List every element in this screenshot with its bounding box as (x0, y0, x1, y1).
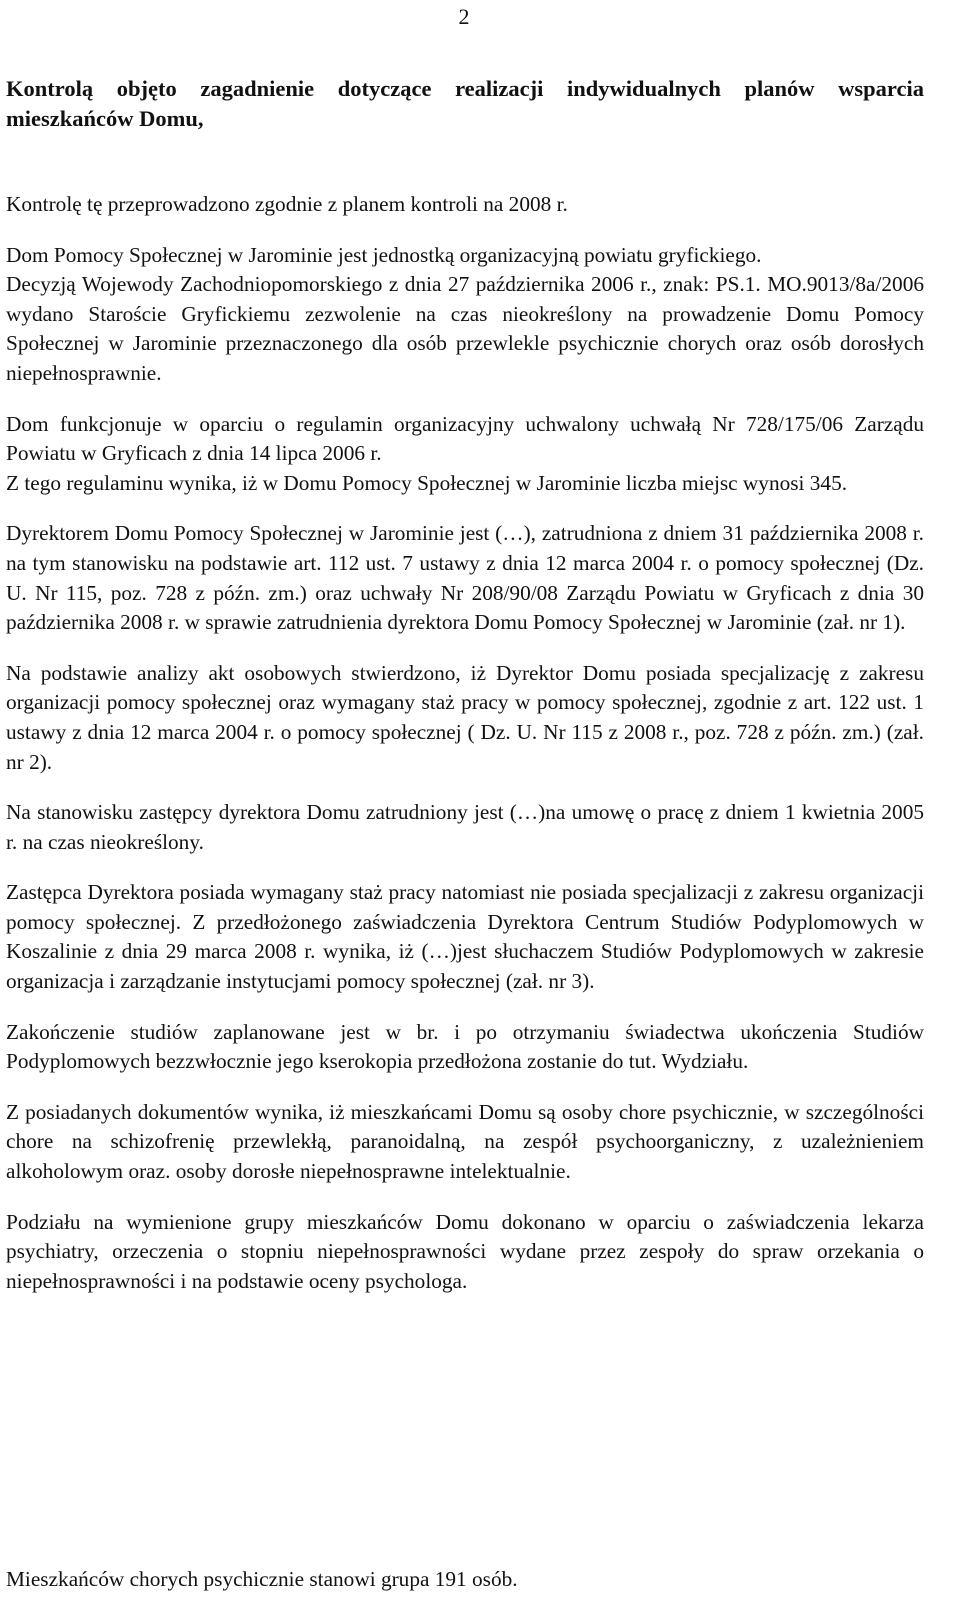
section-heading: Kontrolą objęto zagadnienie dotyczące realizacji indywidualnych planów wsparcia mieszkańców Domu, (6, 76, 924, 131)
paragraph-deputy-qualifications: Zastępca Dyrektora posiada wymagany staż pracy natomiast nie posiada specjalizacji z zakresu organizacji pomocy społecznej. Z przedłożonego zaświadczenia Dyrektora Centrum Studiów Podyplomowych w Koszalinie z dnia 29 marca 2008 r. wynika, iż (…)jest słuchaczem Studiów Podyplomowych w zakresie organizacja i zarządzanie instytucjami pomocy społecznej (zał. nr 3). (6, 880, 924, 994)
paragraph-personnel-analysis: Na podstawie analizy akt osobowych stwierdzono, iż Dyrektor Domu posiada specjalizację z zakresu organizacji pomocy społecznej oraz wymagany staż pracy w pomocy społecznej, zgodnie z art. 122 ust. 1 ustawy z dnia 12 marca 2004 r. o pomocy społecznej ( Dz. U. Nr 115 z 2008 r., poz. 728 z późn. zm.) (zał. nr 2). (6, 660, 924, 774)
document-body (6, 74, 924, 1296)
paragraph-director: Dyrektorem Domu Pomocy Społecznej w Jarominie jest (…), zatrudniona z dniem 31 października 2008 r. na tym stanowisku na podstawie art. 112 ust. 7 ustawy z dnia 12 marca 2004 r. o pomocy społecznej (Dz. U. Nr 115, poz. 728 z późn. zm.) oraz uchwały Nr 208/90/08 Zarządu Powiatu w Gryficach z dnia 30 października 2008 r. w sprawie zatrudnienia dyrektora Domu Pomocy Społecznej w Jarominie (zał. nr 1). (6, 521, 924, 635)
paragraph-studies-completion: Zakończenie studiów zaplanowane jest w br. i po otrzymaniu świadectwa ukończenia Studiów Podyplomowych bezzwłocznie jego kserokopia przedłożona zostanie do tut. Wydziału. (6, 1019, 924, 1074)
paragraph-mentally-ill-count: Mieszkańców chorych psychicznie stanowi grupa 191 osób. (6, 1567, 518, 1591)
paragraph-unit-status: Dom Pomocy Społecznej w Jarominie jest jednostką organizacyjną powiatu gryfickiego. (6, 242, 762, 267)
paragraph-regulations: Dom funkcjonuje w oparciu o regulamin organizacyjny uchwalony uchwałą Nr 728/175/06 Zarządu Powiatu w Gryficach z dnia 14 lipca 2006 r. (6, 411, 924, 466)
paragraph-deputy-director: Na stanowisku zastępcy dyrektora Domu zatrudniony jest (…)na umowę o pracę z dniem 1 kwietnia 2005 r. na czas nieokreślony. (6, 800, 924, 854)
paragraph-capacity: Z tego regulaminu wynika, iż w Domu Pomocy Społecznej w Jarominie liczba miejsc wynosi 345. (6, 470, 848, 495)
page-number: 2 (458, 4, 470, 29)
paragraph-resident-groups: Podziału na wymienione grupy mieszkańców Domu dokonano w oparciu o zaświadczenia lekarza psychiatry, orzeczenia o stopniu niepełnosprawności wydane przez zespoły do spraw orzekania o niepełnosprawności i na podstawie oceny psychologa. (6, 1209, 924, 1293)
paragraph-decision: Decyzją Wojewody Zachodniopomorskiego z dnia 27 października 2006 r., znak: PS.1. MO.9013/8a/2006 wydano Staroście Gryfickiemu zezwolenie na czas nieokreślony na prowadzenie Domu Pomocy Społecznej w Jarominie przeznaczonego dla osób przewlekle psychicznie chorych oraz osób dorosłych niepełnosprawnie. (6, 272, 924, 385)
paragraph-residents: Z posiadanych dokumentów wynika, iż mieszkańcami Domu są osoby chore psychicznie, w szczególności chore na schizofrenię przewlekłą, paranoidalną, na zespół psychoorganiczny, z uzależnieniem alkoholowym oraz. osoby dorosłe niepełnosprawne intelektualnie. (6, 1099, 924, 1184)
paragraph-control-plan: Kontrolę tę przeprowadzono zgodnie z planem kontroli na 2008 r. (6, 192, 568, 216)
